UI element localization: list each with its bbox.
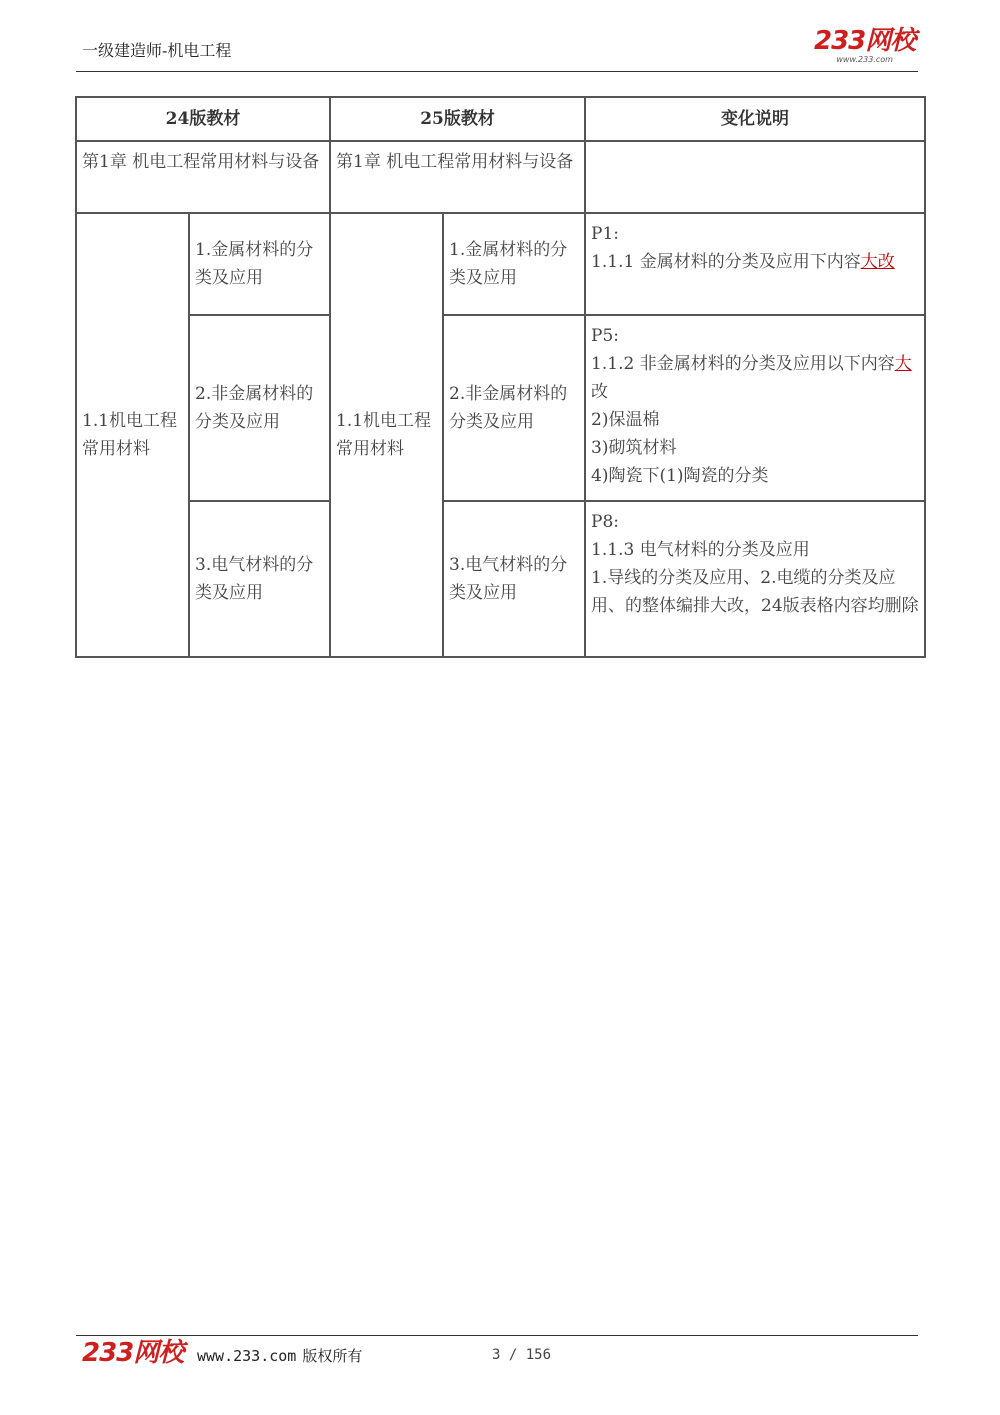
change-text: 1.导线的分类及应用、2.电缆的分类及应用、的整体编排大改，24版表格内容均删除	[591, 568, 919, 616]
table-header-row	[76, 97, 925, 141]
change-text: 1.1.2 非金属材料的分类及应用以下内容大改	[591, 354, 912, 402]
footer-logo[interactable]	[82, 1340, 183, 1366]
brand-logo[interactable]	[814, 28, 915, 64]
header-cell-24: 24版教材	[76, 97, 330, 141]
chapter-change-cell	[585, 141, 925, 213]
change-item: 4)陶瓷下(1)陶瓷的分类	[591, 466, 769, 486]
change-page: P1:	[591, 224, 620, 244]
section-24-cell: 1.1机电工程常用材料	[76, 213, 189, 657]
change-page: P5:	[591, 326, 620, 346]
change-text: 1.1.1 金属材料的分类及应用下内容大改	[591, 252, 895, 272]
table-row	[76, 213, 925, 315]
footer-logo-text: 233网校	[82, 1338, 184, 1368]
change-cell	[585, 315, 925, 501]
chapter-25-cell: 第1章 机电工程常用材料与设备	[330, 141, 585, 213]
section-25-cell: 1.1机电工程常用材料	[330, 213, 443, 657]
change-cell	[585, 501, 925, 657]
logo-text: 233网校	[814, 26, 916, 56]
highlight-text: 大改	[860, 252, 895, 272]
comparison-table	[75, 96, 926, 658]
highlight-text: 大	[894, 354, 912, 374]
change-cell	[585, 213, 925, 315]
chapter-24-cell: 第1章 机电工程常用材料与设备	[76, 141, 330, 213]
header-cell-25: 25版教材	[330, 97, 585, 141]
header-divider	[76, 71, 918, 72]
change-text: 1.1.3 电气材料的分类及应用	[591, 540, 810, 560]
table-row	[76, 315, 925, 501]
sub-24-cell: 2.非金属材料的分类及应用	[189, 315, 330, 501]
sub-25-cell: 1.金属材料的分类及应用	[443, 213, 585, 315]
page-number: 3 / 156	[492, 1347, 552, 1363]
change-item: 2)保温棉	[591, 410, 660, 430]
footer-copyright: 版权所有	[302, 1347, 363, 1365]
change-item: 3)砌筑材料	[591, 438, 677, 458]
table-row	[76, 501, 925, 657]
change-page: P8:	[591, 512, 620, 532]
document-title: 一级建造师-机电工程	[82, 41, 232, 60]
sub-25-cell: 3.电气材料的分类及应用	[443, 501, 585, 657]
footer-site-link[interactable]: www.233.com	[197, 1347, 297, 1365]
chapter-row	[76, 141, 925, 213]
footer-site	[197, 1345, 362, 1366]
logo-url: www.233.com	[836, 55, 893, 64]
footer-divider	[76, 1335, 918, 1336]
sub-25-cell: 2.非金属材料的分类及应用	[443, 315, 585, 501]
header-cell-change: 变化说明	[585, 97, 925, 141]
sub-24-cell: 3.电气材料的分类及应用	[189, 501, 330, 657]
sub-24-cell: 1.金属材料的分类及应用	[189, 213, 330, 315]
